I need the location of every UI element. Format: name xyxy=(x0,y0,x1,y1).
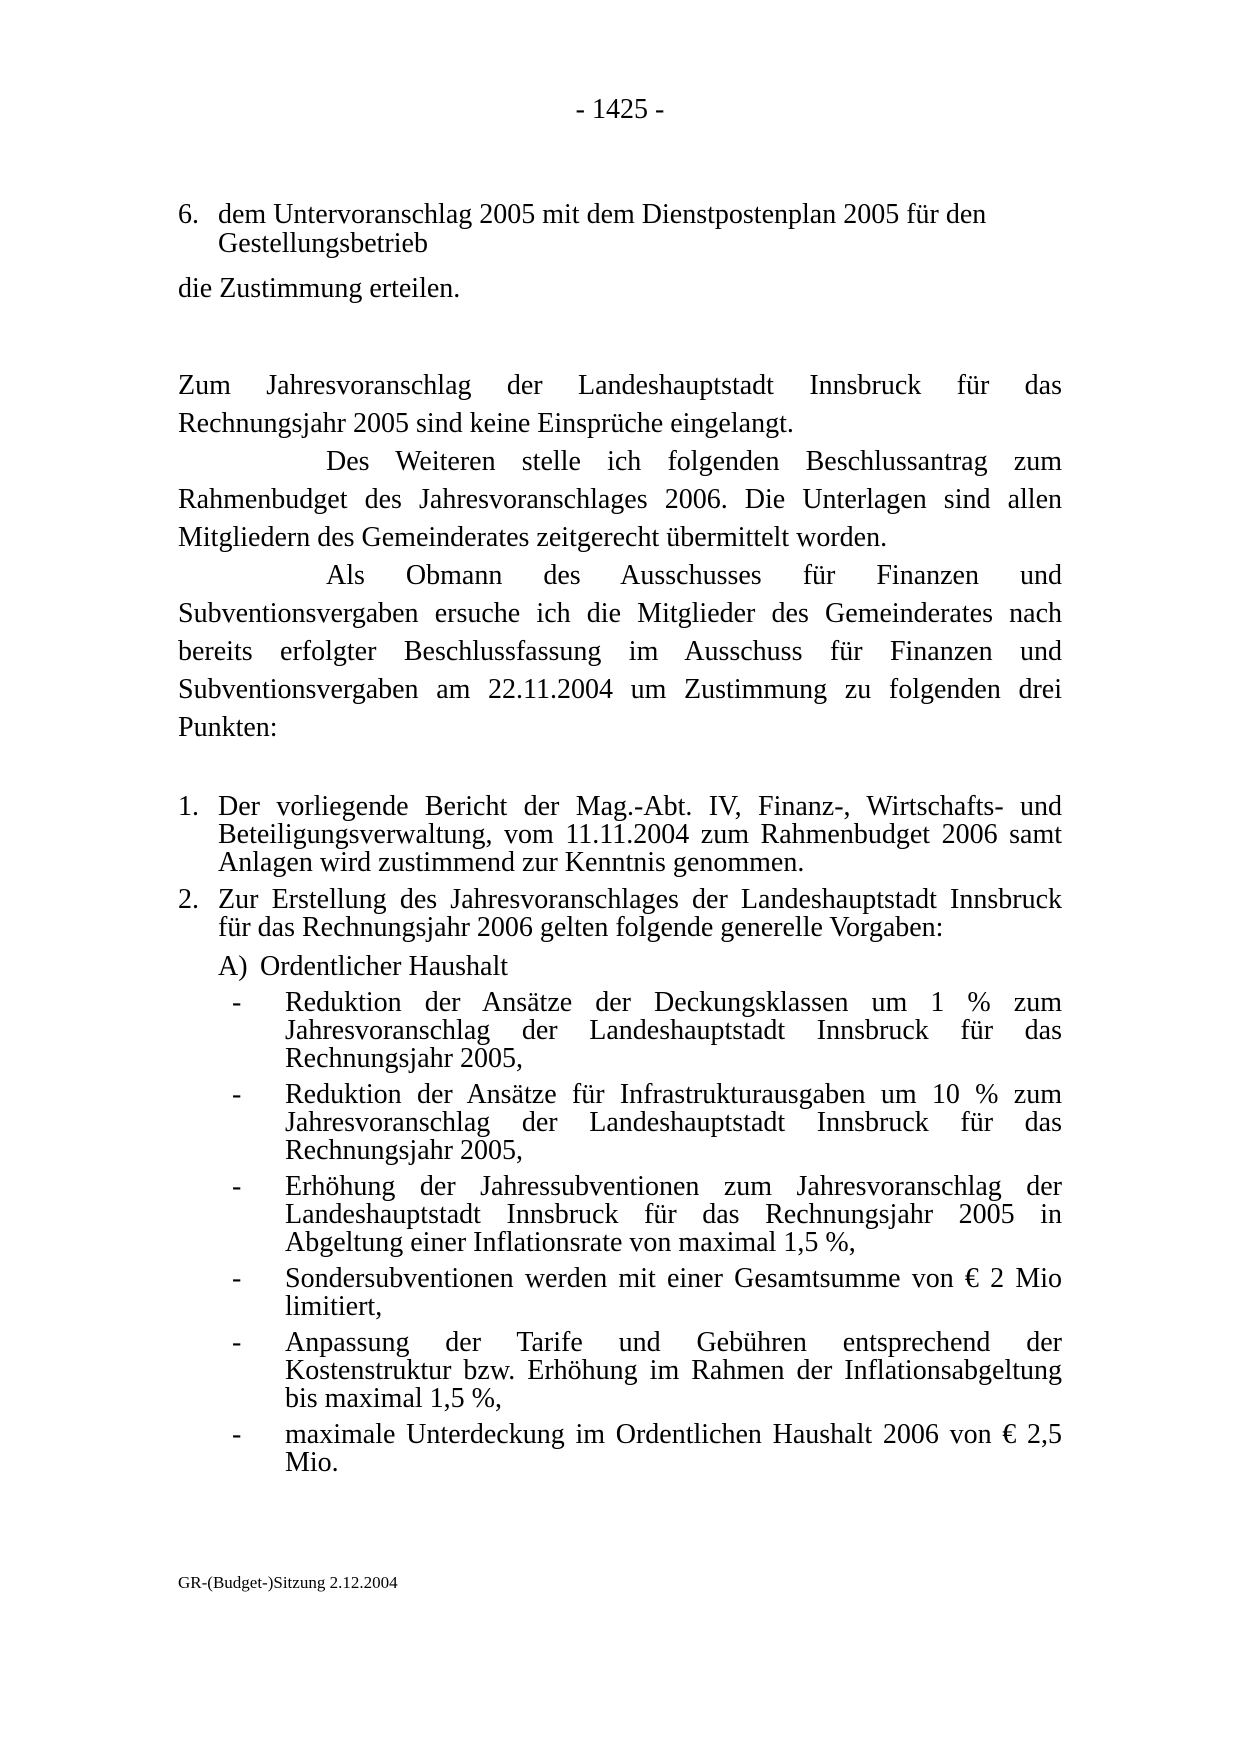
numbered-list xyxy=(178,793,1062,1477)
subsection xyxy=(218,952,1062,982)
list-item-6 xyxy=(178,200,1062,258)
bullet-text: Erhöhung der Jahressubventionen zum Jahresvoranschlag der Landeshauptstadt Innsbruck für das Rechnungsjahr 2005 in Abgeltung einer Inflationsrate von maximal 1,5 %, xyxy=(285,1171,1062,1258)
item-text: Der vorliegende Bericht der Mag.-Abt. IV, Finanz-, Wirtschafts- und Beteiligungsverwaltung, vom 11.11.2004 zum Rahmenbudget 2006 samt Anlagen wird zustimmend zur Kenntnis genommen. xyxy=(218,791,1062,878)
bullet-text: maximale Unterdeckung im Ordentlichen Haushalt 2006 von € 2,5 Mio. xyxy=(285,1419,1062,1478)
dash-marker: - xyxy=(232,1327,242,1358)
bullet-text: Sondersubventionen werden mit einer Gesamtsumme von € 2 Mio limitiert, xyxy=(285,1263,1062,1322)
dash-marker: - xyxy=(232,1419,242,1450)
dash-marker: - xyxy=(232,987,242,1018)
list-item xyxy=(218,989,1062,1073)
paragraph-objections: Zum Jahresvoranschlag der Landeshauptstadt Innsbruck für das Rechnungsjahr 2005 sind keine Einsprüche eingelangt. xyxy=(178,370,1062,439)
document-body xyxy=(178,200,1062,1485)
item-text: dem Untervoranschlag 2005 mit dem Dienstpostenplan 2005 für den Gestellungsbetrieb xyxy=(218,199,987,259)
page-number: - 1425 - xyxy=(575,94,665,125)
dash-marker: - xyxy=(232,1079,242,1110)
list-item-2 xyxy=(178,886,1062,942)
item-number: 2. xyxy=(178,884,199,915)
paragraph-request: Als Obmann des Ausschusses für Finanzen und Subventionsvergaben ersuche ich die Mitglieder des Gemeinderates nach bereits erfolgter Beschlussfassung im Ausschuss für Finanzen und Subventionsvergaben am 22.11.2004 um Zustimmung zu folgenden drei Punkten: xyxy=(178,560,1062,743)
paragraph-motion: Des Weiteren stelle ich folgenden Beschlussantrag zum Rahmenbudget des Jahresvoranschlages 2006. Die Unterlagen sind allen Mitgliedern des Gemeinderates zeitgerecht übermittelt worden. xyxy=(178,446,1062,553)
item-text: Zur Erstellung des Jahresvoranschlages der Landeshauptstadt Innsbruck für das Rechnungsjahr 2006 gelten folgende generelle Vorgaben: xyxy=(218,884,1062,943)
item-number: 6. xyxy=(178,199,199,230)
bullet-list xyxy=(178,989,1062,1477)
subsection-heading xyxy=(218,952,1062,982)
item-number: 1. xyxy=(178,791,199,822)
dash-marker: - xyxy=(232,1263,242,1294)
consent-line: die Zustimmung erteilen. xyxy=(178,273,461,304)
list-item xyxy=(218,1081,1062,1165)
list-item-1 xyxy=(178,793,1062,877)
dash-marker: - xyxy=(232,1171,242,1202)
list-item xyxy=(218,1173,1062,1257)
list-item xyxy=(218,1421,1062,1477)
paragraph-block xyxy=(178,367,1062,747)
list-item xyxy=(218,1265,1062,1321)
subsection-title: Ordentlicher Haushalt xyxy=(260,951,509,982)
bullet-text: Reduktion der Ansätze der Deckungsklassen um 1 % zum Jahresvoranschlag der Landeshauptstadt Innsbruck für das Rechnungsjahr 2005, xyxy=(285,987,1062,1074)
bullet-text: Anpassung der Tarife und Gebühren entsprechend der Kostenstruktur bzw. Erhöhung im Rahmen der Inflationsabgeltung bis maximal 1,5 %, xyxy=(285,1327,1062,1414)
page-footer: GR-(Budget-)Sitzung 2.12.2004 xyxy=(178,1573,398,1592)
bullet-text: Reduktion der Ansätze für Infrastrukturausgaben um 10 % zum Jahresvoranschlag der Landeshauptstadt Innsbruck für das Rechnungsjahr 2005, xyxy=(285,1079,1062,1166)
list-item xyxy=(218,1329,1062,1413)
subsection-label: A) xyxy=(218,951,248,982)
